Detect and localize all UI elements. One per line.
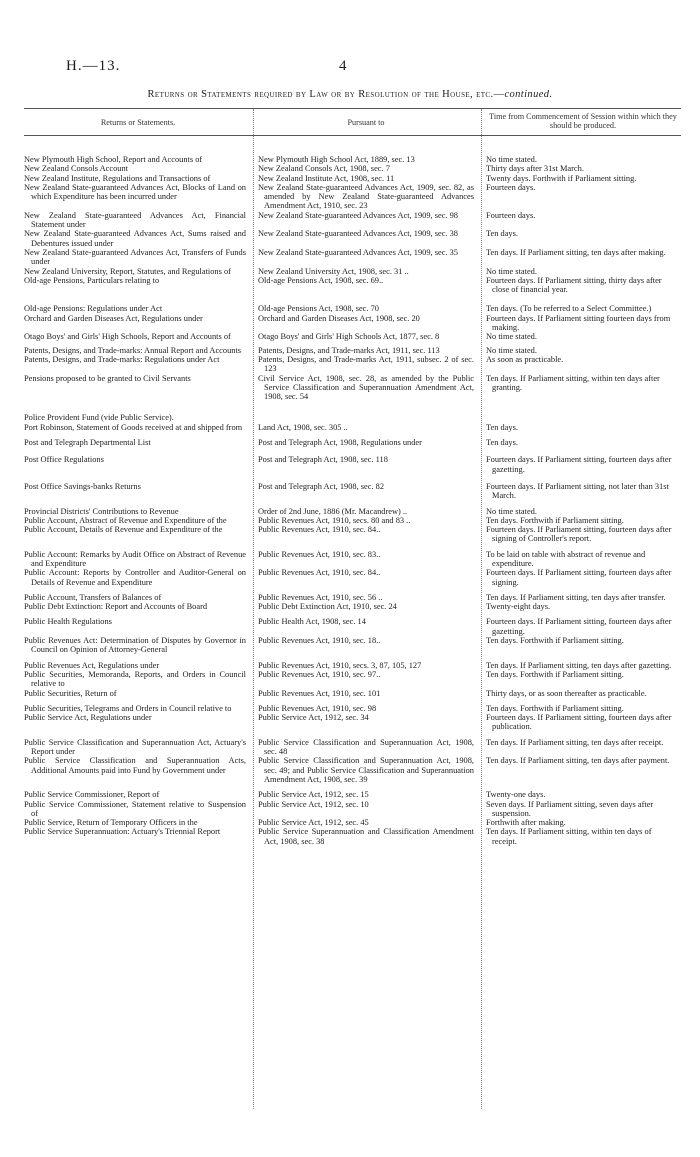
returns-cell: Old-age Pensions, Particulars relating to — [24, 275, 160, 285]
time-cell: Ten days. Forthwith if Parliament sitting. — [486, 636, 624, 646]
table-row — [24, 617, 684, 636]
returns-cell: New Zealand State-guaranteed Advances Act, Sums raised and Debentures issued under — [24, 229, 246, 248]
table-row — [24, 229, 684, 248]
returns-cell: Otago Boys' and Girls' High Schools, Report and Accounts of — [24, 332, 231, 342]
returns-cell: Public Debt Extinction: Report and Accounts of Board — [24, 602, 208, 612]
table-row — [24, 155, 684, 164]
pursuant-cell: Civil Service Act, 1908, sec. 28, as amended by the Public Service Classification and Superannuation Amendment Act, 1908, sec. 54 — [258, 373, 474, 402]
table-row — [24, 314, 684, 333]
table-caption — [0, 89, 700, 100]
returns-cell: Public Service Classification and Superannuation Act, Actuary's Report under — [24, 737, 246, 757]
time-cell: No time stated. — [486, 155, 537, 164]
pursuant-cell: Post and Telegraph Act, 1908, sec. 82 — [258, 481, 385, 491]
pursuant-cell: Land Act, 1908, sec. 305 .. — [258, 422, 348, 432]
pursuant-cell: Patents, Designs, and Trade-marks Act, 1911, sec. 113 — [258, 345, 440, 355]
pursuant-cell: Public Revenues Act, 1910, sec. 18.. — [258, 636, 381, 646]
pursuant-cell: Public Service Classification and Superannuation Act, 1908, sec. 48 — [258, 737, 474, 757]
table-row — [24, 174, 684, 183]
table-row — [24, 355, 684, 374]
table-row — [24, 602, 684, 611]
table-row — [24, 790, 684, 799]
returns-cell: Public Revenues Act: Determination of Disputes by Governor in Council on Opinion of Attorney-General — [24, 636, 246, 655]
time-cell: Ten days. — [486, 438, 518, 448]
returns-cell: New Zealand University, Report, Statutes, and Regulations of — [24, 266, 231, 276]
table-row — [24, 438, 684, 447]
time-cell: Ten days. Forthwith if Parliament sitting. — [486, 669, 624, 679]
time-cell: As soon as practicable. — [486, 354, 564, 364]
pursuant-cell: Public Revenues Act, 1910, secs. 80 and 83 .. — [258, 515, 411, 525]
time-cell: No time stated. — [486, 345, 537, 355]
returns-cell: Patents, Designs, and Trade-marks: Regulations under Act — [24, 354, 220, 364]
time-cell: Thirty days after 31st March. — [486, 164, 584, 174]
returns-cell: Post and Telegraph Departmental List — [24, 438, 151, 448]
table-row — [24, 482, 684, 501]
pursuant-cell: New Zealand State-guaranteed Advances Act, 1909, sec. 35 — [258, 247, 458, 257]
table-row — [24, 332, 684, 341]
time-cell: Twenty-one days. — [486, 790, 546, 800]
returns-cell: New Zealand State-guaranteed Advances Act, Financial Statement under — [24, 210, 246, 230]
time-cell: Ten days. Forthwith if Parliament sitting. — [486, 515, 624, 525]
table-row — [24, 568, 684, 587]
column-header-returns: Returns or Statements. — [100, 118, 176, 127]
pursuant-cell: Otago Boys' and Girls' High Schools Act, 1877, sec. 8 — [258, 332, 440, 342]
column-header-pursuant: Pursuant to — [347, 118, 385, 127]
pursuant-cell: Public Service Superannuation and Classification Amendment Act, 1908, sec. 38 — [258, 827, 474, 846]
table-row — [24, 704, 684, 713]
returns-cell: Public Securities, Telegrams and Orders in Council relative to — [24, 703, 232, 713]
pursuant-cell: New Zealand Consols Act, 1908, sec. 7 — [258, 164, 390, 174]
returns-cell: New Zealand Institute, Regulations and Transactions of — [24, 173, 211, 183]
time-cell: Ten days. — [486, 422, 518, 432]
pursuant-cell: Public Service Act, 1912, sec. 34 — [258, 713, 369, 723]
caption-main: Returns or Statements required by Law or by Resolution of the House, etc.— — [147, 89, 505, 100]
table-row — [24, 164, 684, 173]
time-cell: Ten days. If Parliament sitting, ten days after gazetting. — [486, 660, 672, 670]
pursuant-cell: New Zealand State-guaranteed Advances Act, 1909, sec. 38 — [258, 229, 458, 239]
returns-cell: Provincial Districts' Contributions to Revenue — [24, 506, 179, 516]
returns-cell: New Plymouth High School, Report and Accounts of — [24, 155, 203, 164]
returns-cell: Public Account, Transfers of Balances of — [24, 592, 162, 602]
page-header — [66, 58, 634, 78]
returns-cell: Public Securities, Return of — [24, 688, 117, 698]
time-cell: No time stated. — [486, 506, 537, 516]
pursuant-cell: Public Service Classification and Superannuation Act, 1908, sec. 49; and Public Service Classification and Superannuation Amendment Act, 1908, sec. 39 — [258, 756, 474, 784]
table-row — [24, 827, 684, 846]
table-row — [24, 304, 684, 313]
returns-cell: New Zealand Consols Account — [24, 164, 128, 174]
table-row — [24, 211, 684, 230]
table-row — [24, 636, 684, 655]
pursuant-cell: Public Revenues Act, 1910, sec. 98 — [258, 703, 377, 713]
time-cell: Fourteen days. If Parliament sitting, fourteen days after publication. — [486, 713, 672, 732]
pursuant-cell: New Zealand Institute Act, 1908, sec. 11 — [258, 173, 395, 183]
time-cell: Fourteen days. If Parliament sitting, fourteen days after gazetting. — [486, 455, 672, 474]
time-cell: Fourteen days. If Parliament sitting, thirty days after close of financial year. — [486, 275, 662, 295]
returns-cell: Public Securities, Memoranda, Reports, and Orders in Council relative to — [24, 669, 246, 689]
table-row — [24, 248, 684, 267]
returns-cell: Police Provident Fund (vide Public Service). — [24, 413, 174, 423]
table-row — [24, 800, 684, 819]
table-row — [24, 413, 684, 422]
time-cell: Ten days. If Parliament sitting, ten days after receipt. — [486, 737, 664, 747]
table-row — [24, 818, 684, 827]
time-cell: Ten days. (To be referred to a Select Committee.) — [486, 304, 652, 314]
time-cell: Fourteen days. — [486, 182, 536, 192]
time-cell: Fourteen days. If Parliament sitting fourteen days from making. — [486, 313, 671, 333]
returns-cell: Public Account: Remarks by Audit Office on Abstract of Revenue and Expenditure — [24, 549, 246, 568]
table-row — [24, 593, 684, 602]
time-cell: Fourteen days. If Parliament sitting, not later than 31st March. — [486, 481, 669, 501]
returns-cell: Pensions proposed to be granted to Civil Servants — [24, 373, 191, 383]
paper-reference: H.—13. — [66, 58, 121, 74]
table-row — [24, 689, 684, 698]
pursuant-cell: Order of 2nd June, 1886 (Mr. Macandrew) .. — [258, 506, 408, 516]
pursuant-cell: Public Service Act, 1912, sec. 10 — [258, 799, 369, 809]
time-cell: Twenty days. Forthwith if Parliament sitting. — [486, 173, 637, 183]
column-header-time: Time from Commencement of Session within which they should be produced. — [489, 112, 677, 130]
pursuant-cell: Old-age Pensions Act, 1908, sec. 70 — [258, 304, 379, 314]
table-row — [24, 550, 684, 569]
time-cell: Ten days. If Parliament sitting, within ten days of receipt. — [486, 827, 652, 846]
time-cell: Fourteen days. — [486, 210, 536, 220]
returns-cell: Public Service, Return of Temporary Officers in the — [24, 818, 198, 828]
pursuant-cell — [252, 413, 480, 422]
time-cell: Ten days. Forthwith if Parliament sitting. — [486, 703, 624, 713]
returns-cell: Public Account, Abstract of Revenue and Expenditure of the — [24, 515, 227, 525]
table-top-rule — [24, 108, 681, 109]
pursuant-cell: Public Revenues Act, 1910, sec. 84.. — [258, 525, 381, 535]
returns-cell: Orchard and Garden Diseases Act, Regulations under — [24, 313, 203, 323]
time-cell: Twenty-eight days. — [486, 602, 551, 612]
returns-cell: Public Service Classification and Superannuation Acts, Additional Amounts paid into Fund by Government under — [24, 756, 246, 775]
time-cell: Fourteen days. If Parliament sitting, fourteen days after signing. — [486, 568, 672, 587]
returns-cell: Public Service Commissioner, Report of — [24, 790, 160, 800]
pursuant-cell: Post and Telegraph Act, 1908, Regulations under — [258, 438, 422, 448]
time-cell: Forthwith after making. — [486, 818, 566, 828]
pursuant-cell: Orchard and Garden Diseases Act, 1908, sec. 20 — [258, 313, 420, 323]
returns-cell: Public Service Act, Regulations under — [24, 713, 152, 723]
table-row — [24, 183, 684, 211]
pursuant-cell: Old-age Pensions Act, 1908, sec. 69.. — [258, 275, 384, 285]
pursuant-cell: Public Revenues Act, 1910, sec. 101 — [258, 688, 381, 698]
time-cell: To be laid on table with abstract of revenue and expenditure. — [486, 549, 646, 568]
time-cell: No time stated. — [486, 332, 537, 342]
table-row — [24, 756, 684, 784]
time-cell: Ten days. — [486, 229, 518, 239]
returns-cell: Public Revenues Act, Regulations under — [24, 660, 160, 670]
time-cell: Thirty days, or as soon thereafter as practicable. — [486, 688, 647, 698]
pursuant-cell: Public Service Act, 1912, sec. 45 — [258, 818, 369, 828]
time-cell: Ten days. If Parliament sitting, ten days after making. — [486, 247, 666, 257]
table-row — [24, 670, 684, 689]
pursuant-cell: Public Revenues Act, 1910, sec. 84.. — [258, 568, 381, 578]
table-row — [24, 346, 684, 355]
caption-continued: continued. — [504, 89, 553, 100]
returns-cell: Public Health Regulations — [24, 617, 112, 627]
pursuant-cell: New Plymouth High School Act, 1889, sec. 13 — [258, 155, 415, 164]
pursuant-cell: Public Revenues Act, 1910, secs. 3, 87, 105, 127 — [258, 660, 422, 670]
returns-cell: Old-age Pensions: Regulations under Act — [24, 304, 163, 314]
pursuant-cell: Post and Telegraph Act, 1908, sec. 118 — [258, 455, 388, 465]
pursuant-cell: Public Revenues Act, 1910, sec. 56 .. — [258, 592, 383, 602]
table-row — [24, 423, 684, 432]
returns-cell: Patents, Designs, and Trade-marks: Annual Report and Accounts — [24, 345, 242, 355]
table-row — [24, 525, 684, 544]
table-row — [24, 661, 684, 670]
returns-cell: New Zealand State-guaranteed Advances Act, Transfers of Funds under — [24, 247, 246, 267]
table-row — [24, 276, 684, 295]
pursuant-cell: New Zealand University Act, 1908, sec. 31 .. — [258, 266, 409, 276]
pursuant-cell: New Zealand State-guaranteed Advances Act, 1909, sec. 82, as amended by New Zealand State-guaranteed Advances Amendment Act, 1910, sec. 23 — [258, 182, 474, 211]
returns-cell: Port Robinson, Statement of Goods received at and shipped from — [24, 422, 243, 432]
returns-cell: Public Service Superannuation: Actuary's Triennial Report — [24, 827, 221, 837]
returns-cell: Public Account: Reports by Controller and Auditor-General on Details of Revenue and Expenditure — [24, 568, 246, 587]
table-row — [24, 455, 684, 474]
returns-table — [24, 155, 684, 846]
returns-cell: Public Account, Details of Revenue and Expenditure of the — [24, 525, 223, 535]
table-row — [24, 713, 684, 732]
time-cell: Fourteen days. If Parliament sitting, fourteen days after gazetting. — [486, 617, 672, 636]
time-cell: Fourteen days. If Parliament sitting, fourteen days after signing of Controller's report. — [486, 525, 672, 544]
returns-cell: New Zealand State-guaranteed Advances Act, Blocks of Land on which Expenditure has been incurred under — [24, 182, 246, 202]
returns-cell: Public Service Commissioner, Statement relative to Suspension of — [24, 799, 246, 818]
pursuant-cell: Public Debt Extinction Act, 1910, sec. 24 — [258, 602, 397, 612]
table-row — [24, 507, 684, 516]
time-cell: Ten days. If Parliament sitting, within ten days after granting. — [486, 373, 660, 392]
pursuant-cell: Public Health Act, 1908, sec. 14 — [258, 617, 366, 627]
table-row — [24, 738, 684, 757]
table-row — [24, 374, 684, 402]
page-number: 4 — [339, 58, 347, 74]
time-cell: Ten days. If Parliament sitting, ten days after transfer. — [486, 592, 666, 602]
time-cell: Seven days. If Parliament sitting, seven days after suspension. — [486, 799, 654, 818]
pursuant-cell: Public Service Act, 1912, sec. 15 — [258, 790, 369, 800]
returns-cell: Post Office Regulations — [24, 455, 104, 465]
pursuant-cell: New Zealand State-guaranteed Advances Act, 1909, sec. 98 — [258, 210, 458, 220]
returns-cell: Post Office Savings-banks Returns — [24, 481, 141, 491]
table-row — [24, 267, 684, 276]
column-header-rule — [24, 135, 681, 136]
table-row — [24, 516, 684, 525]
pursuant-cell: Public Revenues Act, 1910, sec. 97.. — [258, 669, 381, 679]
pursuant-cell: Public Revenues Act, 1910, sec. 83.. — [258, 549, 381, 559]
time-cell: No time stated. — [486, 266, 537, 276]
time-cell: Ten days. If Parliament sitting, ten days after payment. — [486, 756, 670, 766]
time-cell — [480, 413, 684, 422]
pursuant-cell: Patents, Designs, and Trade-marks Act, 1911, subsec. 2 of sec. 123 — [258, 354, 474, 374]
